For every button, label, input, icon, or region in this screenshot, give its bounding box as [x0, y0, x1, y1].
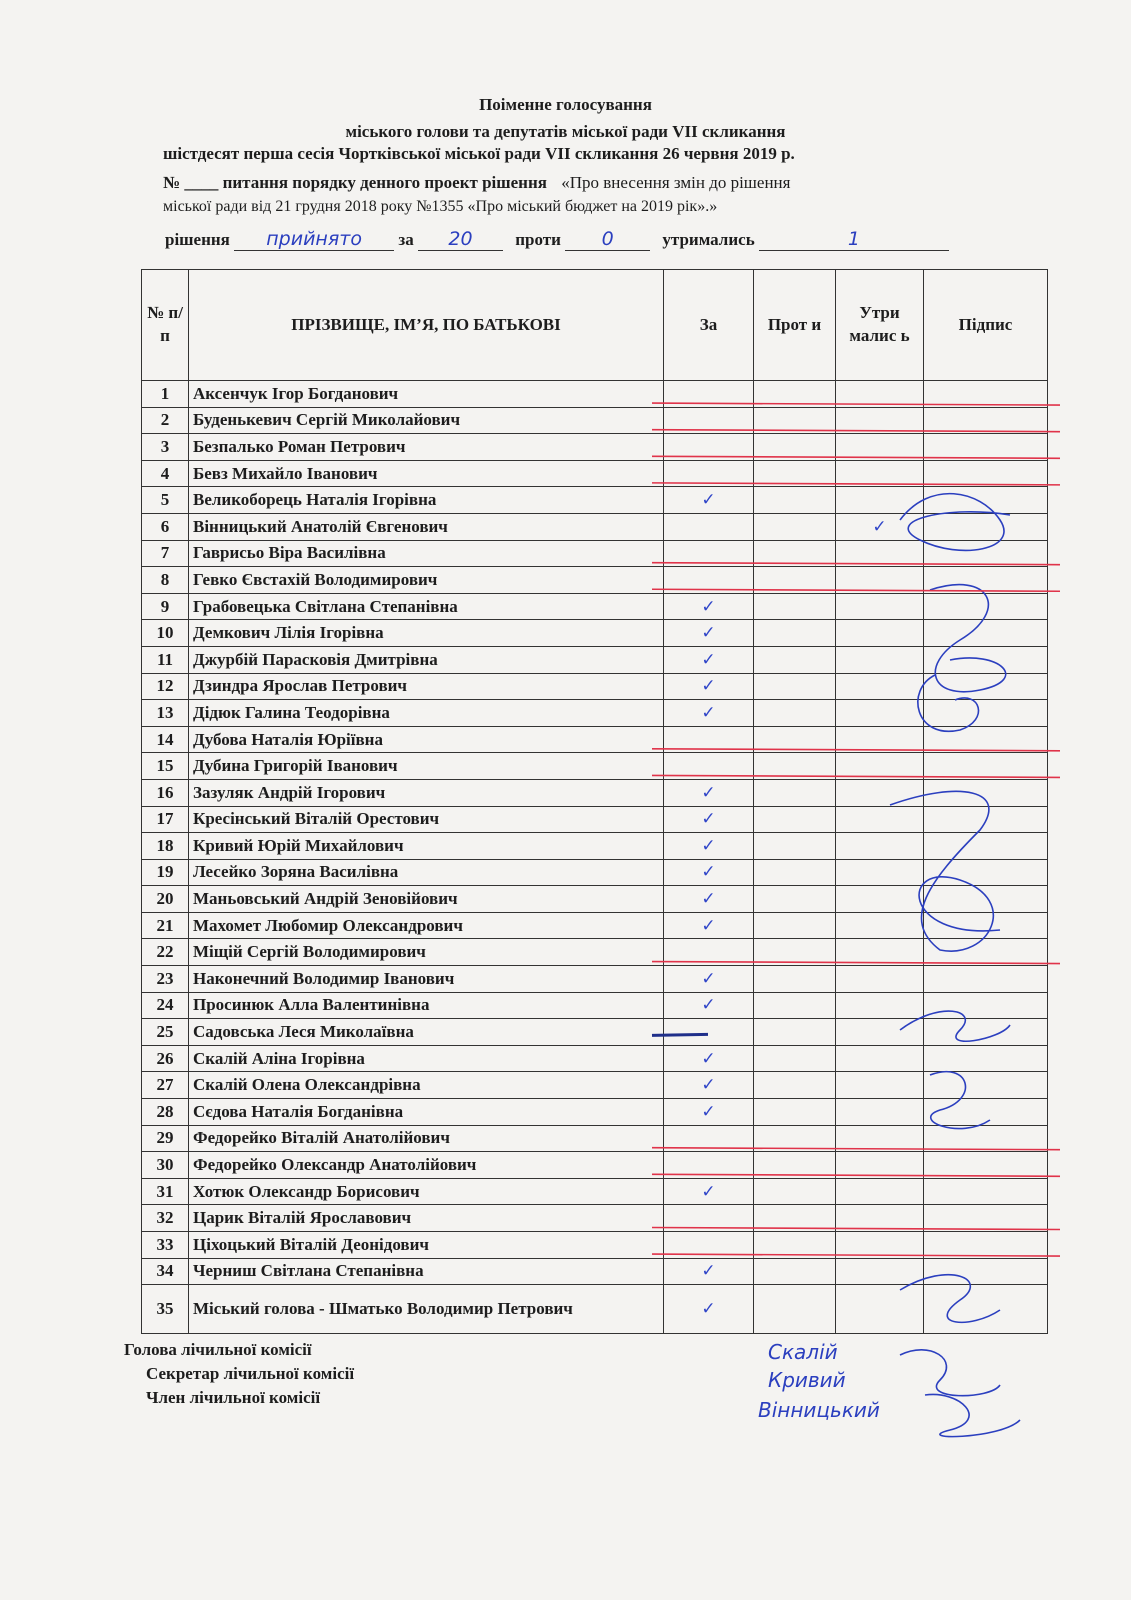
- signature-scribble: [925, 1394, 1020, 1436]
- member-name: Зазуляк Андрій Ігорович: [189, 779, 664, 806]
- row-number: 17: [142, 806, 189, 833]
- header-signature: Підпис: [924, 270, 1048, 381]
- row-number: 2: [142, 407, 189, 434]
- member-name: Дубова Наталія Юріївна: [189, 726, 664, 753]
- member-name: Гаврисьо Віра Василівна: [189, 540, 664, 567]
- check-mark-icon: ✓: [664, 886, 754, 913]
- member-name: Грабовецька Світлана Степанівна: [189, 593, 664, 620]
- absence-strike-line: [652, 962, 1060, 964]
- header-abstained: Утри малис ь: [836, 270, 924, 381]
- member-name: Скалій Аліна Ігорівна: [189, 1045, 664, 1072]
- member-name: Безпалько Роман Петрович: [189, 434, 664, 461]
- member-name: Федорейко Олександр Анатолійович: [189, 1152, 664, 1179]
- member-name: Кривий Юрій Михайлович: [189, 833, 664, 860]
- row-number: 12: [142, 673, 189, 700]
- row-number: 16: [142, 779, 189, 806]
- row-number: 22: [142, 939, 189, 966]
- check-mark-icon: ✓: [664, 646, 754, 673]
- row-number: 3: [142, 434, 189, 461]
- for-label: за: [398, 230, 414, 249]
- check-mark-icon: ✓: [664, 992, 754, 1019]
- signature-scribble: [900, 1350, 1000, 1396]
- member-name: Дубина Григорій Іванович: [189, 753, 664, 780]
- check-mark-icon: ✓: [664, 593, 754, 620]
- check-mark-icon: ✓: [836, 513, 924, 540]
- member-name: Буденькевич Сергій Миколайович: [189, 407, 664, 434]
- header-name: ПРІЗВИЩЕ, ІМ’Я, ПО БАТЬКОВІ: [189, 270, 664, 381]
- member-name: Ціхоцький Віталій Деонідович: [189, 1232, 664, 1259]
- absence-strike-line: [652, 403, 1060, 405]
- chair-signature-name: Скалій: [768, 1340, 838, 1364]
- member-name: Лесейко Зоряна Василівна: [189, 859, 664, 886]
- check-mark-icon: ✓: [664, 1258, 754, 1285]
- member-name: Бевз Михайло Іванович: [189, 460, 664, 487]
- absence-strike-line: [652, 430, 1060, 432]
- row-number: 9: [142, 593, 189, 620]
- absence-strike-line: [652, 775, 1060, 777]
- absence-strike-line: [652, 1228, 1060, 1230]
- decision-label: рішення: [165, 230, 230, 249]
- row-number: 6: [142, 513, 189, 540]
- member-name: Кресінський Віталій Орестович: [189, 806, 664, 833]
- row-number: 10: [142, 620, 189, 647]
- session-line: шістдесят перша сесія Чортківської міської ради VII скликання 26 червня 2019 р.: [163, 144, 795, 163]
- row-number: 35: [142, 1285, 189, 1334]
- absence-strike-line: [652, 456, 1060, 458]
- check-mark-icon: ✓: [664, 966, 754, 993]
- check-mark-icon: ✓: [664, 700, 754, 727]
- header-for: За: [664, 270, 754, 381]
- check-mark-icon: ✓: [664, 1099, 754, 1126]
- document-title: Поіменне голосування: [479, 95, 652, 114]
- row-number: 34: [142, 1258, 189, 1285]
- against-label: проти: [515, 230, 561, 249]
- row-number: 14: [142, 726, 189, 753]
- signature-scribble: [930, 585, 1006, 692]
- member-name: Хотюк Олександр Борисович: [189, 1178, 664, 1205]
- absence-strike-line: [652, 1254, 1060, 1256]
- row-number: 8: [142, 567, 189, 594]
- document-subtitle: міського голови та депутатів міської ради VII скликання: [345, 122, 786, 141]
- member-name: Великоборець Наталія Ігорівна: [189, 487, 664, 514]
- row-number: 33: [142, 1232, 189, 1259]
- member-name: Черниш Світлана Степанівна: [189, 1258, 664, 1285]
- row-number: 19: [142, 859, 189, 886]
- member-name: Аксенчук Ігор Богданович: [189, 381, 664, 408]
- check-mark-icon: ✓: [664, 833, 754, 860]
- row-number: 18: [142, 833, 189, 860]
- check-mark-icon: ✓: [664, 806, 754, 833]
- row-number: 23: [142, 966, 189, 993]
- row-number: 11: [142, 646, 189, 673]
- agenda-title: «Про внесення змін до рішення: [561, 173, 791, 192]
- decision-result: прийнято: [234, 228, 394, 251]
- row-number: 26: [142, 1045, 189, 1072]
- row-number: 24: [142, 992, 189, 1019]
- member-name: Дідюк Галина Теодорівна: [189, 700, 664, 727]
- abstained-label: утримались: [662, 230, 755, 249]
- member-name: Наконечний Володимир Іванович: [189, 966, 664, 993]
- agenda-prefix: № ____ питання порядку денного проект рішення: [163, 173, 547, 192]
- check-mark-icon: ✓: [664, 487, 754, 514]
- absence-strike-line: [652, 749, 1060, 751]
- commission-member: Член лічильної комісії: [146, 1388, 321, 1407]
- for-count: 20: [418, 228, 503, 251]
- check-mark-icon: ✓: [664, 620, 754, 647]
- member-name: Скалій Олена Олександрівна: [189, 1072, 664, 1099]
- check-mark-icon: ✓: [664, 1178, 754, 1205]
- row-number: 29: [142, 1125, 189, 1152]
- row-number: 32: [142, 1205, 189, 1232]
- against-count: 0: [565, 228, 650, 251]
- row-number: 25: [142, 1019, 189, 1046]
- signature-scribble: [890, 791, 1000, 951]
- signature-scribble: [918, 675, 979, 731]
- absence-strike-line: [652, 1148, 1060, 1150]
- check-mark-icon: ✓: [664, 1045, 754, 1072]
- row-number: 4: [142, 460, 189, 487]
- check-mark-icon: ✓: [664, 859, 754, 886]
- row-number: 30: [142, 1152, 189, 1179]
- signature-scribble: [900, 494, 1010, 551]
- check-mark-icon: ✓: [664, 1285, 754, 1334]
- absence-strike-line: [652, 563, 1060, 565]
- member-name: Садовська Леся Миколаївна: [189, 1019, 664, 1046]
- row-number: 27: [142, 1072, 189, 1099]
- row-number: 21: [142, 912, 189, 939]
- row-number: 31: [142, 1178, 189, 1205]
- check-mark-icon: ✓: [664, 779, 754, 806]
- secretary-signature-name: Кривий: [768, 1368, 846, 1392]
- absence-strike-line: [652, 589, 1060, 591]
- header-number: № п/п: [142, 270, 189, 381]
- member-name: Демкович Лілія Ігорівна: [189, 620, 664, 647]
- row-number: 13: [142, 700, 189, 727]
- dash-mark: [652, 1034, 708, 1035]
- header-against: Прот и: [754, 270, 836, 381]
- row-number: 5: [142, 487, 189, 514]
- check-mark-icon: ✓: [664, 912, 754, 939]
- absence-strike-line: [652, 483, 1060, 485]
- abstained-count: 1: [759, 228, 949, 251]
- member-name: Просинюк Алла Валентинівна: [189, 992, 664, 1019]
- member-name: Міщій Сергій Володимирович: [189, 939, 664, 966]
- signature-scribble: [900, 1011, 1010, 1041]
- signature-scribble: [930, 1072, 990, 1129]
- member-name: Федорейко Віталій Анатолійович: [189, 1125, 664, 1152]
- check-mark-icon: ✓: [664, 673, 754, 700]
- check-mark-icon: ✓: [664, 1072, 754, 1099]
- member-name: Дзиндра Ярослав Петрович: [189, 673, 664, 700]
- member-signature-name: Вінницький: [758, 1398, 880, 1422]
- row-number: 7: [142, 540, 189, 567]
- agenda-title-continued: міської ради від 21 грудня 2018 року №1355 «Про міський бюджет на 2019 рік».»: [163, 198, 718, 215]
- row-number: 28: [142, 1099, 189, 1126]
- member-name: Маньовський Андрій Зеновійович: [189, 886, 664, 913]
- member-name: Джурбій Парасковія Дмитрівна: [189, 646, 664, 673]
- member-name: Махомет Любомир Олександрович: [189, 912, 664, 939]
- row-number: 15: [142, 753, 189, 780]
- commission-secretary: Секретар лічильної комісії: [146, 1364, 355, 1383]
- signature-scribble: [900, 1275, 1000, 1323]
- signature-scribbles: [890, 494, 1020, 1437]
- row-number: 20: [142, 886, 189, 913]
- member-name: Вінницький Анатолій Євгенович: [189, 513, 664, 540]
- row-number: 1: [142, 381, 189, 408]
- member-name: Міський голова - Шматько Володимир Петрович: [189, 1285, 664, 1334]
- commission-chair: Голова лічильної комісії: [124, 1340, 312, 1359]
- absence-strike-line: [652, 1174, 1060, 1176]
- member-name: Гевко Євстахій Володимирович: [189, 567, 664, 594]
- member-name: Сєдова Наталія Богданівна: [189, 1099, 664, 1126]
- member-name: Царик Віталій Ярославович: [189, 1205, 664, 1232]
